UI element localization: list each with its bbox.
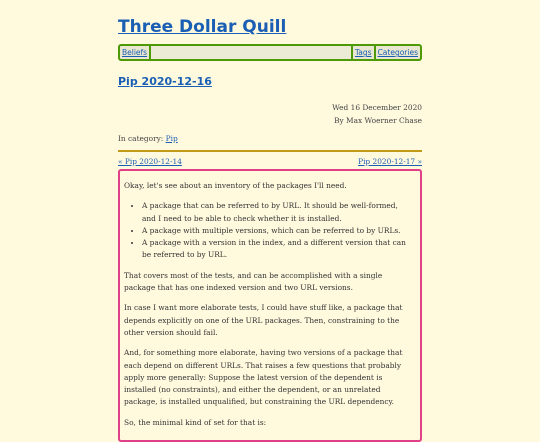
page	[118, 16, 422, 442]
list-item: • A package that can be referred to by URL. It should be well-formed, and I need to be able to check whether it is installed.	[142, 200, 412, 225]
paragraph: And, for something more elaborate, having two versions of a package that each depend on different URLs. That raises a few questions that probably apply more generally: Suppose the latest version of the dependent is installed (no constraints), and either the dependent, or an unrelated package, is installed unqualified, but constraining the URL dependency.	[124, 348, 403, 407]
list-item: • A package with multiple versions, which can be referred to by URLs.	[142, 225, 412, 237]
list-item: • A package with a version in the index, and a different version that can be referred to by URL.	[142, 237, 412, 262]
divider	[118, 150, 422, 152]
nav-beliefs-link[interactable]: Beliefs	[122, 48, 148, 57]
paragraph: That covers most of the tests, and can be accomplished with a single package that has one indexed version and two URL versions.	[124, 270, 383, 293]
nav-spacer	[151, 46, 351, 59]
nav-tags-link[interactable]: Tags	[354, 48, 372, 57]
category-link[interactable]: Pip	[165, 134, 178, 143]
paragraph: So, the minimal kind of set for that is:	[124, 417, 267, 427]
category-label: In category:	[118, 134, 166, 143]
package-list	[124, 200, 412, 261]
paragraph: Okay, let's see about an inventory of the packages I'll need.	[124, 181, 347, 190]
post-author: By Max Woerner Chase	[334, 116, 422, 125]
post-title[interactable]: Pip 2020-12-16	[118, 75, 212, 88]
paragraph: In case I want more elaborate tests, I could have stuff like, a package that depends explicitly on one of the URL packages. Then, constraining to the other version should fail.	[124, 303, 403, 337]
site-title[interactable]: Three Dollar Quill	[118, 17, 287, 37]
post-meta	[118, 101, 422, 127]
next-post-link[interactable]: Pip 2020-12-17 »	[358, 157, 422, 166]
post-content	[118, 169, 422, 442]
nav-categories-link[interactable]: Categories	[377, 48, 418, 57]
post-navigation	[118, 156, 422, 167]
post-category	[118, 133, 422, 144]
prev-post-link[interactable]: « Pip 2020-12-14	[118, 157, 182, 166]
top-nav	[118, 44, 422, 61]
post-date: Wed 16 December 2020	[332, 103, 422, 112]
